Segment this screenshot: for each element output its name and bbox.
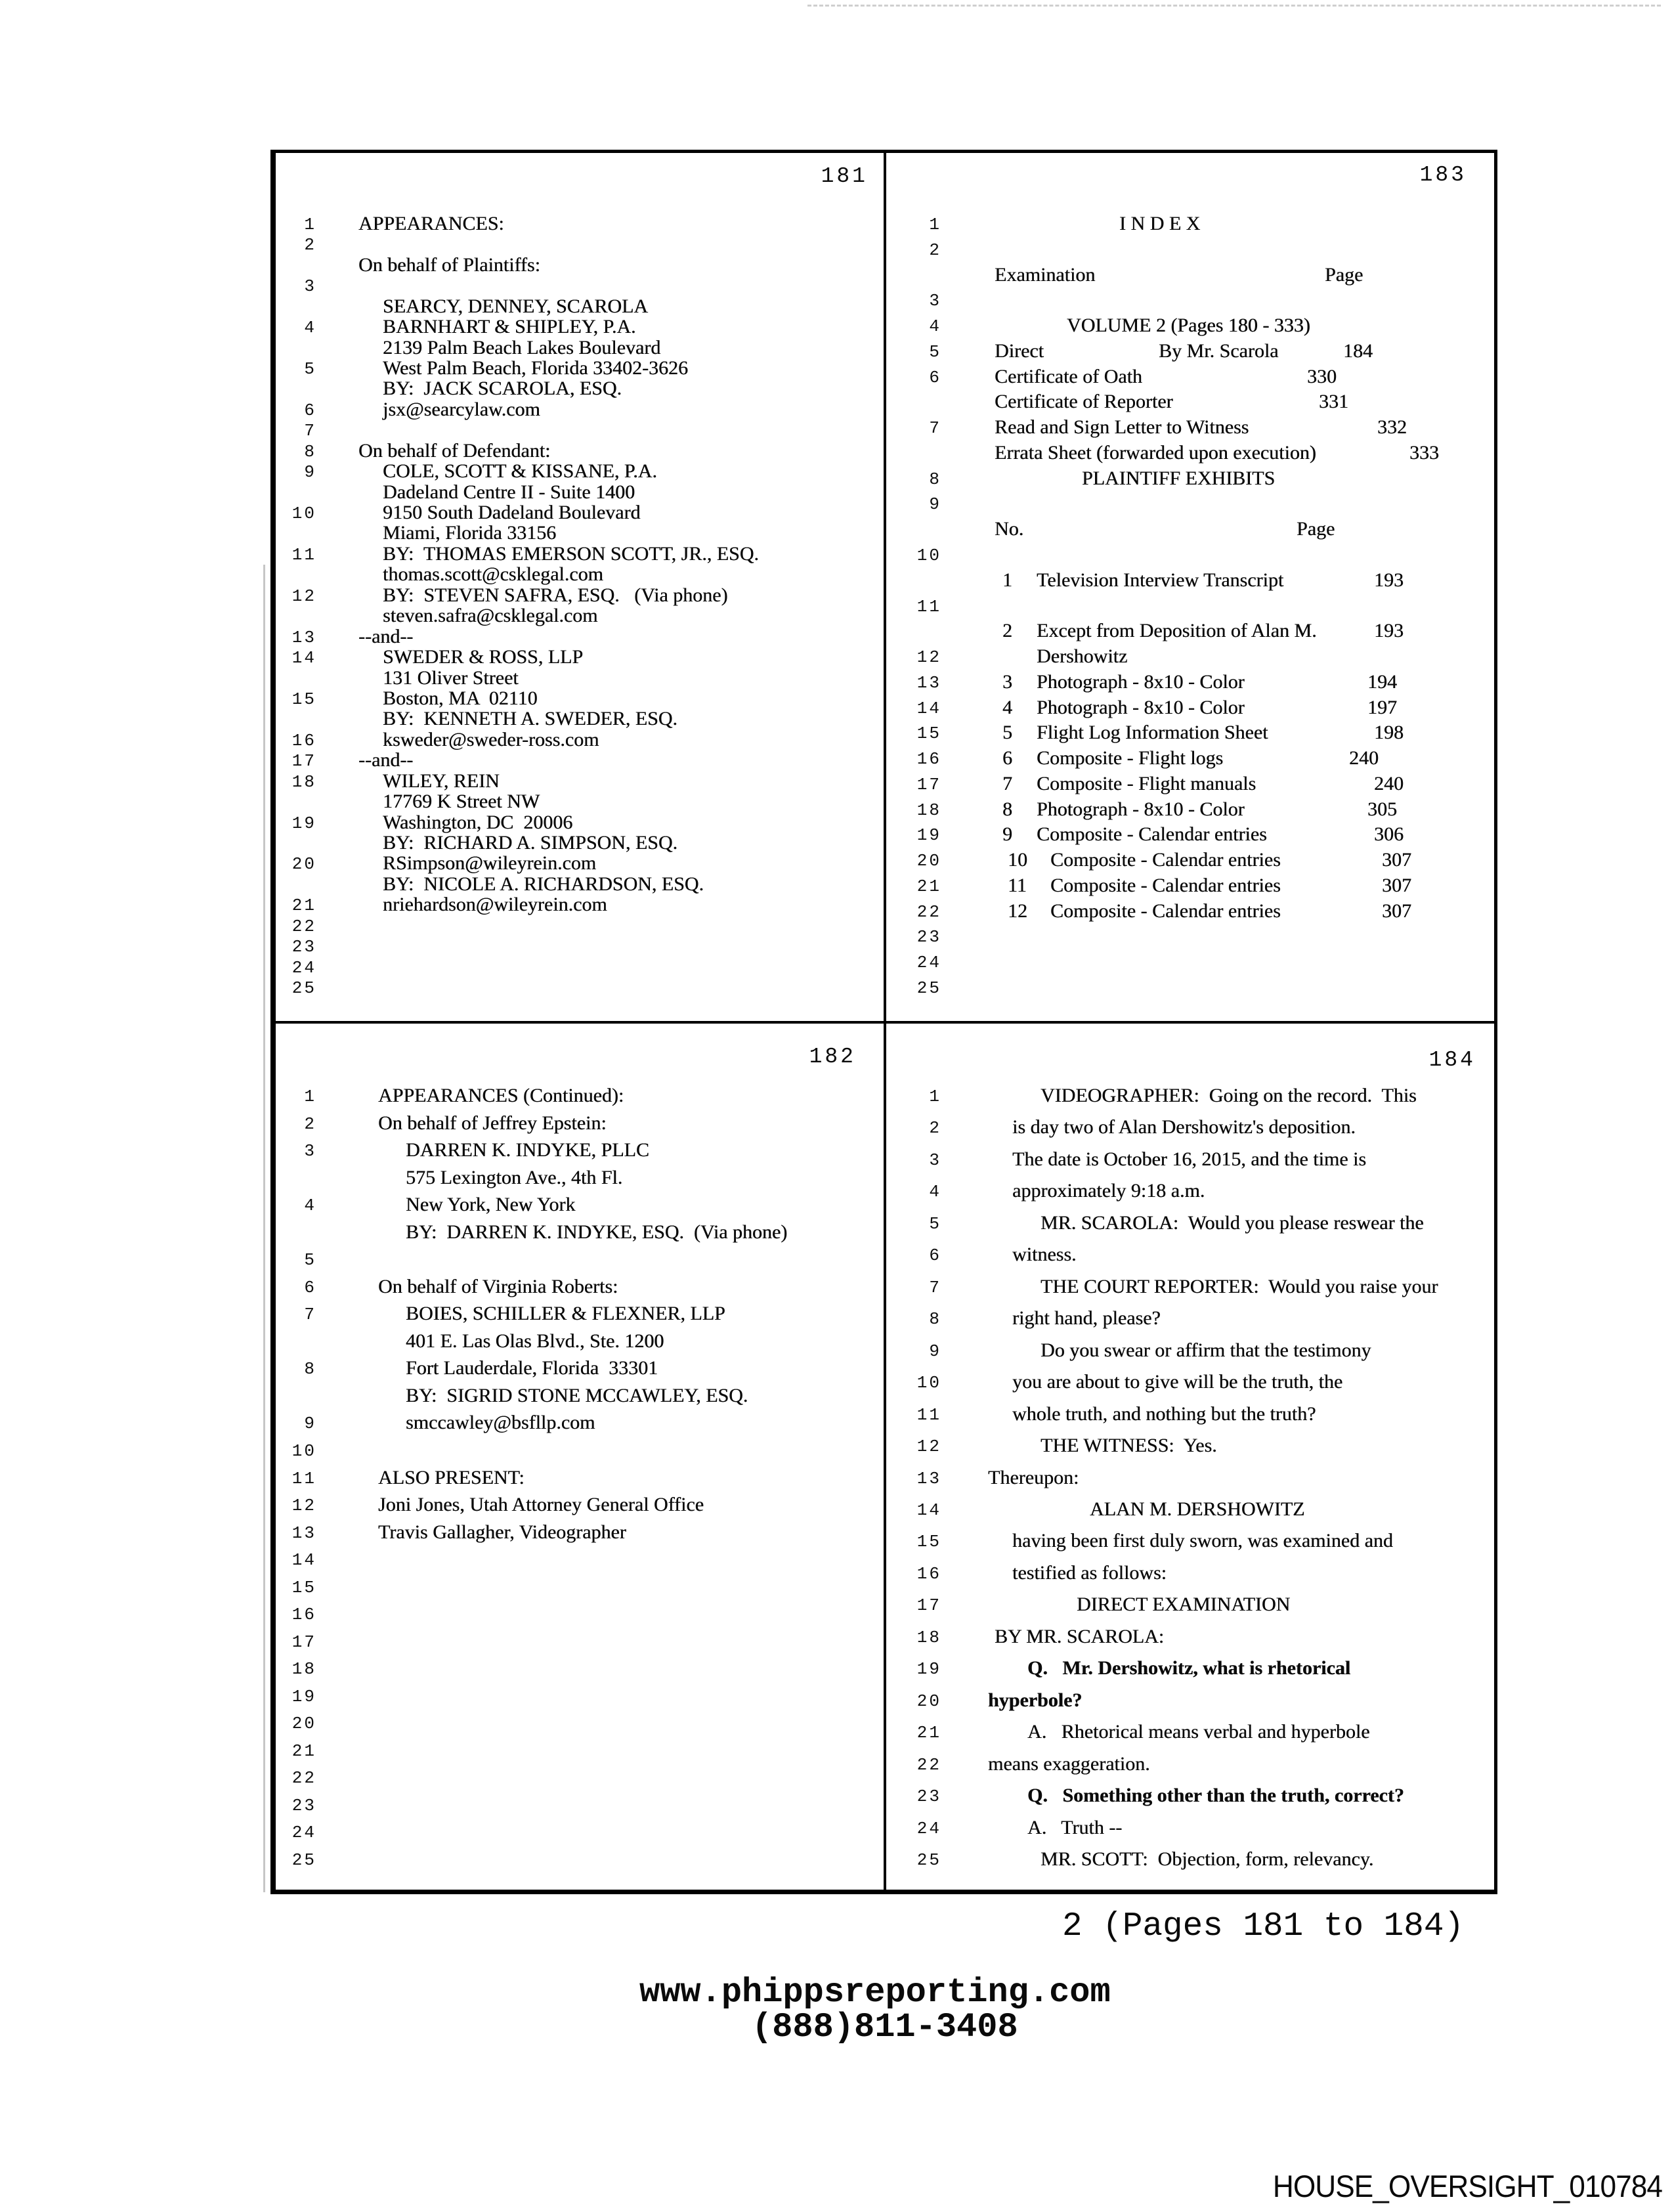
transcript-line-segment: Examination — [995, 264, 1096, 286]
line-number: 16 — [291, 731, 316, 750]
line-number: 5 — [929, 342, 941, 362]
transcript-line: Joni Jones, Utah Attorney General Office — [378, 1494, 704, 1515]
transcript-line-segment: Flight Log Information Sheet — [1037, 722, 1268, 743]
transcript-line: BY: THOMAS EMERSON SCOTT, JR., ESQ. — [383, 543, 759, 565]
line-number: 9 — [304, 462, 316, 482]
footer-phone: (888)811-3408 — [752, 2008, 1018, 2047]
transcript-line-segment: 198 — [1374, 722, 1404, 743]
transcript-line: 401 E. Las Olas Blvd., Ste. 1200 — [406, 1330, 664, 1352]
line-number: 23 — [291, 1796, 316, 1815]
table-divider-horizontal — [270, 1021, 1497, 1024]
transcript-line-segment: Certificate of Oath — [995, 366, 1142, 387]
transcript-line-segment: 332 — [1377, 416, 1407, 438]
transcript-line: Travis Gallagher, Videographer — [378, 1521, 626, 1543]
line-number: 10 — [291, 504, 316, 523]
line-number: 24 — [916, 1819, 941, 1838]
transcript-line: New York, New York — [406, 1194, 576, 1215]
line-number: 15 — [291, 1578, 316, 1597]
line-number: 17 — [916, 1595, 941, 1615]
transcript-line: COLE, SCOTT & KISSANE, P.A. — [383, 460, 657, 482]
transcript-line: MR. SCAROLA: Would you please reswear the — [1041, 1212, 1424, 1234]
transcript-line-segment: Composite - Calendar entries — [1050, 900, 1281, 922]
line-number: 2 — [304, 1114, 316, 1134]
transcript-line: APPEARANCES: — [358, 213, 504, 234]
transcript-line: Fort Lauderdale, Florida 33301 — [406, 1357, 658, 1379]
transcript-line: BARNHART & SHIPLEY, P.A. — [383, 316, 636, 337]
transcript-line-segment: Except from Deposition of Alan M. — [1037, 620, 1317, 641]
transcript-line: jsx@searcylaw.com — [383, 399, 540, 420]
transcript-line: having been first duly sworn, was examined and — [1012, 1530, 1393, 1551]
line-number: 7 — [304, 421, 316, 441]
line-number: 6 — [304, 401, 316, 420]
line-number: 3 — [304, 1141, 316, 1161]
line-number: 10 — [916, 546, 941, 565]
transcript-line: Washington, DC 20006 — [383, 812, 573, 833]
transcript-line: you are about to give will be the truth, the — [1012, 1371, 1343, 1393]
line-number: 3 — [304, 276, 316, 296]
transcript-line-segment: 10 — [1008, 849, 1027, 871]
transcript-line: Dadeland Centre II - Suite 1400 — [383, 481, 635, 503]
line-number: 16 — [916, 1564, 941, 1584]
line-number: 6 — [929, 368, 941, 387]
transcript-line-segment: No. — [995, 518, 1024, 540]
line-number: 24 — [291, 1823, 316, 1842]
transcript-line: testified as follows: — [1012, 1562, 1167, 1584]
line-number: 18 — [291, 772, 316, 792]
transcript-line: SWEDER & ROSS, LLP — [383, 646, 584, 668]
transcript-line: is day two of Alan Dershowitz's deposition. — [1012, 1116, 1356, 1138]
transcript-line-segment: 197 — [1367, 697, 1397, 718]
line-number: 5 — [304, 359, 316, 379]
transcript-line-segment: Errata Sheet (forwarded upon execution) — [995, 442, 1316, 464]
transcript-line: Miami, Florida 33156 — [383, 522, 557, 544]
line-number: 17 — [916, 775, 941, 794]
line-number: 15 — [916, 1532, 941, 1551]
line-number: 1 — [929, 215, 941, 234]
line-number: 14 — [291, 648, 316, 668]
page-number-label: 183 — [1419, 163, 1467, 187]
transcript-line-segment: Photograph - 8x10 - Color — [1037, 671, 1245, 693]
transcript-line: THE COURT REPORTER: Would you raise your — [1041, 1276, 1438, 1297]
line-number: 22 — [291, 917, 316, 936]
transcript-line: 131 Oliver Street — [383, 667, 519, 689]
transcript-line-segment: Composite - Flight manuals — [1037, 773, 1256, 794]
transcript-line-segment: 7 — [1002, 773, 1012, 794]
line-number: 5 — [929, 1214, 941, 1234]
transcript-line: THE WITNESS: Yes. — [1041, 1435, 1217, 1456]
line-number: 21 — [916, 877, 941, 896]
transcript-line-segment: 240 — [1349, 747, 1379, 769]
line-number: 25 — [916, 1850, 941, 1870]
bates-stamp: HOUSE_OVERSIGHT_010784 — [1272, 2169, 1662, 2203]
transcript-line-segment: 3 — [1002, 671, 1012, 693]
line-number: 21 — [291, 1741, 316, 1761]
transcript-line-segment: Page — [1297, 518, 1335, 540]
footer-website: www.phippsreporting.com — [639, 1973, 1111, 2012]
line-number: 19 — [916, 825, 941, 845]
transcript-line: thomas.scott@csklegal.com — [383, 563, 603, 585]
transcript-line-segment: Television Interview Transcript — [1037, 569, 1284, 591]
line-number: 22 — [916, 1755, 941, 1775]
transcript-line: MR. SCOTT: Objection, form, relevancy. — [1041, 1848, 1374, 1870]
line-number: 12 — [916, 1437, 941, 1456]
transcript-line-segment: 305 — [1367, 798, 1397, 820]
line-number: 24 — [291, 958, 316, 978]
transcript-line: A. Truth -- — [1027, 1817, 1123, 1838]
transcript-line: BY: KENNETH A. SWEDER, ESQ. — [383, 708, 677, 729]
line-number: 5 — [304, 1250, 316, 1270]
transcript-line-segment: 307 — [1382, 849, 1411, 871]
line-number: 23 — [916, 1787, 941, 1806]
transcript-line: BY: STEVEN SAFRA, ESQ. (Via phone) — [383, 584, 728, 606]
line-number: 21 — [916, 1723, 941, 1743]
line-number: 25 — [291, 978, 316, 998]
page-number-label: 184 — [1428, 1048, 1476, 1072]
line-number: 6 — [929, 1246, 941, 1265]
line-number: 15 — [916, 724, 941, 743]
transcript-line-segment: 333 — [1409, 442, 1439, 464]
transcript-line-segment: Certificate of Reporter — [995, 391, 1173, 412]
transcript-line: witness. — [1012, 1244, 1077, 1265]
transcript-line: Q. Something other than the truth, correct? — [1027, 1785, 1404, 1806]
line-number: 1 — [304, 215, 316, 234]
transcript-line: ALSO PRESENT: — [378, 1467, 525, 1488]
transcript-line: ksweder@sweder-ross.com — [383, 729, 599, 750]
transcript-line: Do you swear or affirm that the testimony — [1041, 1339, 1371, 1361]
line-number: 16 — [291, 1605, 316, 1624]
transcript-line-segment: 6 — [1002, 747, 1012, 769]
line-number: 18 — [916, 1628, 941, 1647]
transcript-line-segment: 307 — [1382, 875, 1411, 896]
transcript-line: VIDEOGRAPHER: Going on the record. This — [1041, 1085, 1417, 1106]
line-number: 17 — [291, 1632, 316, 1652]
transcript-line-segment: 240 — [1374, 773, 1404, 794]
transcript-line-segment: 193 — [1374, 620, 1404, 641]
transcript-line-segment: 8 — [1002, 798, 1012, 820]
line-number: 14 — [916, 699, 941, 718]
transcript-line: 17769 K Street NW — [383, 791, 540, 812]
transcript-line-segment: Direct — [995, 340, 1044, 362]
line-number: 25 — [291, 1850, 316, 1870]
line-number: 9 — [304, 1414, 316, 1433]
line-number: 20 — [291, 1714, 316, 1733]
line-number: 16 — [916, 749, 941, 769]
transcript-line-segment: 1 — [1002, 569, 1012, 591]
line-number: 21 — [291, 896, 316, 915]
line-number: 4 — [929, 316, 941, 336]
line-number: 8 — [929, 469, 941, 489]
transcript-line: Thereupon: — [988, 1467, 1079, 1488]
transcript-line: On behalf of Jeffrey Epstein: — [378, 1112, 607, 1134]
transcript-line: 575 Lexington Ave., 4th Fl. — [406, 1167, 623, 1188]
transcript-line-segment: 4 — [1002, 697, 1012, 718]
transcript-line: Dershowitz — [1037, 645, 1128, 667]
transcript-line-segment: 194 — [1367, 671, 1397, 693]
line-number: 8 — [304, 442, 316, 462]
line-number: 7 — [929, 1278, 941, 1297]
transcript-line: BY: RICHARD A. SIMPSON, ESQ. — [383, 832, 678, 854]
transcript-line-segment: Photograph - 8x10 - Color — [1037, 697, 1245, 718]
line-number: 14 — [916, 1500, 941, 1520]
transcript-line: DIRECT EXAMINATION — [1077, 1594, 1291, 1615]
transcript-line-segment: By Mr. Scarola — [1159, 340, 1279, 362]
line-number: 18 — [916, 800, 941, 820]
line-number: 13 — [916, 673, 941, 693]
transcript-line: approximately 9:18 a.m. — [1012, 1180, 1205, 1202]
line-number: 9 — [929, 494, 941, 514]
line-number: 11 — [916, 1405, 941, 1425]
line-number: 3 — [929, 1150, 941, 1170]
line-number: 2 — [304, 235, 316, 255]
transcript-line-segment: Photograph - 8x10 - Color — [1037, 798, 1245, 820]
line-number: 20 — [291, 854, 316, 874]
line-number: 1 — [304, 1087, 316, 1106]
transcript-line: SEARCY, DENNEY, SCAROLA — [383, 295, 648, 317]
transcript-line: On behalf of Plaintiffs: — [358, 254, 540, 276]
transcript-line: nriehardson@wileyrein.com — [383, 894, 607, 915]
line-number: 2 — [929, 240, 941, 260]
transcript-line: right hand, please? — [1012, 1307, 1161, 1329]
line-number: 25 — [916, 978, 941, 998]
line-number: 20 — [916, 1691, 941, 1711]
transcript-line: I N D E X — [1119, 213, 1201, 234]
transcript-line: --and-- — [358, 626, 414, 647]
transcript-line: PLAINTIFF EXHIBITS — [1082, 467, 1276, 489]
line-number: 12 — [291, 1496, 316, 1515]
transcript-line: smccawley@bsfllp.com — [406, 1412, 595, 1433]
line-number: 4 — [304, 318, 316, 337]
line-number: 23 — [291, 937, 316, 957]
line-number: 22 — [916, 902, 941, 922]
transcript-line: WILEY, REIN — [383, 770, 500, 792]
transcript-line: VOLUME 2 (Pages 180 - 333) — [1067, 314, 1310, 336]
line-number: 7 — [929, 418, 941, 438]
transcript-line-segment: 331 — [1319, 391, 1348, 412]
transcript-line: BY MR. SCAROLA: — [995, 1626, 1165, 1647]
transcript-line-segment: Composite - Calendar entries — [1050, 849, 1281, 871]
line-number: 1 — [929, 1087, 941, 1106]
transcript-line: BY: NICOLE A. RICHARDSON, ESQ. — [383, 873, 704, 895]
transcript-line: whole truth, and nothing but the truth? — [1012, 1403, 1316, 1425]
line-number: 12 — [291, 586, 316, 606]
line-number: 7 — [304, 1305, 316, 1324]
transcript-line: steven.safra@csklegal.com — [383, 605, 598, 626]
line-number: 19 — [291, 1687, 316, 1706]
line-number: 24 — [916, 953, 941, 972]
transcript-line-segment: Read and Sign Letter to Witness — [995, 416, 1249, 438]
transcript-line: BOIES, SCHILLER & FLEXNER, LLP — [406, 1303, 725, 1324]
transcript-line: On behalf of Virginia Roberts: — [378, 1276, 618, 1297]
transcript-line: hyperbole? — [988, 1689, 1083, 1711]
line-number: 18 — [291, 1659, 316, 1679]
transcript-line: DARREN K. INDYKE, PLLC — [406, 1139, 649, 1161]
transcript-line: --and-- — [358, 749, 414, 771]
transcript-line: BY: JACK SCAROLA, ESQ. — [383, 378, 622, 399]
line-number: 4 — [304, 1196, 316, 1215]
transcript-line: RSimpson@wileyrein.com — [383, 852, 597, 874]
transcript-line-segment: 306 — [1374, 823, 1404, 845]
line-number: 11 — [291, 1469, 316, 1488]
line-number: 17 — [291, 751, 316, 771]
line-number: 20 — [916, 851, 941, 871]
line-number: 13 — [916, 1469, 941, 1488]
transcript-line: BY: SIGRID STONE MCCAWLEY, ESQ. — [406, 1385, 748, 1406]
transcript-line: West Palm Beach, Florida 33402-3626 — [383, 357, 689, 379]
line-number: 9 — [929, 1341, 941, 1361]
line-number: 2 — [929, 1118, 941, 1138]
line-number: 14 — [291, 1550, 316, 1570]
line-number: 23 — [916, 927, 941, 947]
line-number: 19 — [291, 813, 316, 833]
transcript-line-segment: 12 — [1008, 900, 1027, 922]
transcript-line-segment: 330 — [1307, 366, 1337, 387]
transcript-line-segment: Composite - Calendar entries — [1037, 823, 1267, 845]
transcript-line: APPEARANCES (Continued): — [378, 1085, 624, 1106]
line-number: 11 — [916, 597, 941, 617]
transcript-line: 9150 South Dadeland Boulevard — [383, 502, 641, 523]
transcript-line: The date is October 16, 2015, and the time is — [1012, 1148, 1367, 1170]
transcript-line: BY: DARREN K. INDYKE, ESQ. (Via phone) — [406, 1221, 788, 1243]
transcript-line: ALAN M. DERSHOWITZ — [1090, 1498, 1305, 1520]
line-number: 8 — [929, 1309, 941, 1329]
transcript-line-segment: 184 — [1343, 340, 1373, 362]
transcript-line-segment: 307 — [1382, 900, 1411, 922]
scan-speckle-artifact — [807, 5, 1661, 7]
transcript-line-segment: Page — [1325, 264, 1363, 286]
line-number: 11 — [291, 545, 316, 565]
page-number-label: 182 — [809, 1045, 856, 1069]
transcript-line-segment: Composite - Calendar entries — [1050, 875, 1281, 896]
line-number: 10 — [291, 1441, 316, 1461]
transcript-line-segment: 2 — [1002, 620, 1012, 641]
line-number: 22 — [291, 1768, 316, 1788]
line-number: 13 — [291, 628, 316, 647]
transcript-line-segment: 5 — [1002, 722, 1012, 743]
line-number: 15 — [291, 689, 316, 709]
line-number: 12 — [916, 647, 941, 667]
transcript-line: On behalf of Defendant: — [358, 440, 551, 462]
footer-page-range: 2 (Pages 181 to 184) — [1062, 1908, 1465, 1945]
line-number: 19 — [916, 1659, 941, 1679]
line-number: 6 — [304, 1278, 316, 1297]
transcript-line: A. Rhetorical means verbal and hyperbole — [1027, 1721, 1370, 1743]
page-number-label: 181 — [821, 164, 868, 188]
line-number: 3 — [929, 291, 941, 311]
transcript-line-segment: 11 — [1008, 875, 1027, 896]
line-number: 8 — [304, 1359, 316, 1379]
line-number: 13 — [291, 1523, 316, 1543]
transcript-line: means exaggeration. — [988, 1753, 1150, 1775]
line-number: 4 — [929, 1182, 941, 1202]
transcript-line-segment: Composite - Flight logs — [1037, 747, 1224, 769]
transcript-line-segment: 193 — [1374, 569, 1404, 591]
transcript-line-segment: 9 — [1002, 823, 1012, 845]
transcript-line: Q. Mr. Dershowitz, what is rhetorical — [1027, 1657, 1351, 1679]
transcript-line: 2139 Palm Beach Lakes Boulevard — [383, 337, 661, 358]
transcript-line: Boston, MA 02110 — [383, 687, 538, 709]
line-number: 10 — [916, 1373, 941, 1393]
